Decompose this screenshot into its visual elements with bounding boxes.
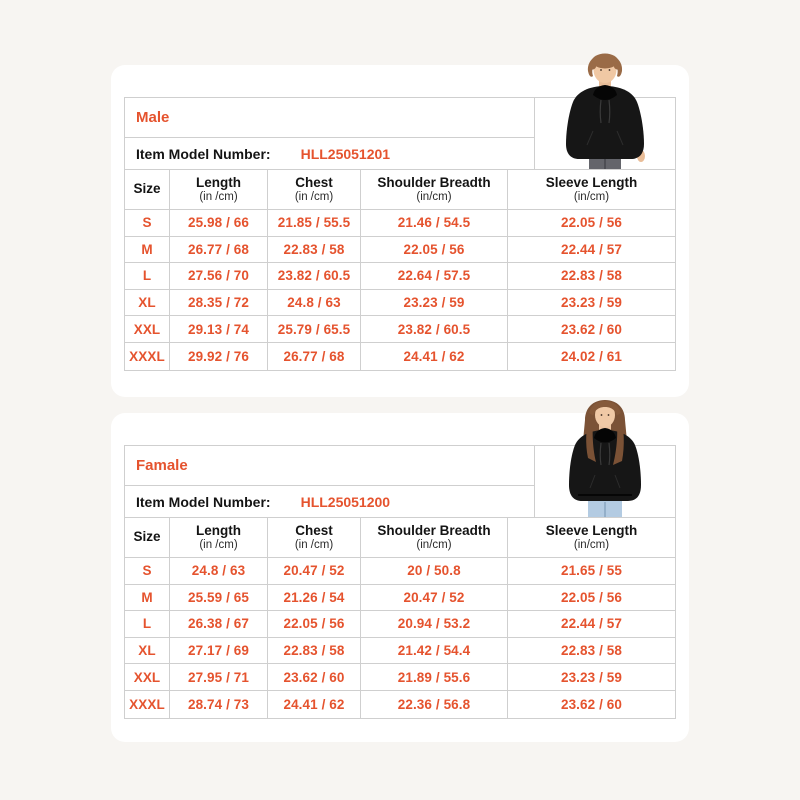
measurement-cell: 25.59 / 65 [170,585,268,612]
size-label-cell: XL [125,290,170,317]
column-header [125,170,170,210]
measurement-cell: 23.23 / 59 [508,290,675,317]
measurement-cell: 26.38 / 67 [170,611,268,638]
column-title: Shoulder Breadth [377,522,491,538]
gender-label: Male [125,98,535,138]
column-title: Chest [295,522,333,538]
measurement-cell: 22.44 / 57 [508,611,675,638]
measurement-cell: 21.42 / 54.4 [361,638,508,665]
measurement-cell: 22.36 / 56.8 [361,691,508,718]
column-header [361,518,508,558]
size-label-cell: XXXL [125,691,170,718]
column-header [268,170,361,210]
measurement-cell: 28.74 / 73 [170,691,268,718]
measurement-cell: 24.02 / 61 [560,348,623,364]
column-header [361,170,508,210]
column-unit: (in/cm) [573,190,610,203]
measurement-cell: 20 / 50.8 [361,558,508,585]
size-label-cell: L [125,611,170,638]
measurement-cell: 25.98 / 66 [170,210,268,237]
measurement-cell: 24.8 / 63 [170,558,268,585]
item-model-row [125,138,535,169]
measurement-cell: 20.47 / 52 [268,558,361,585]
measurement-cell: 22.83 / 58 [268,638,361,665]
measurement-cell: 21.89 / 55.6 [361,664,508,691]
measurement-cell: 22.05 / 56 [508,210,675,237]
female-card-header [125,446,675,518]
female-size-card [111,413,689,742]
measurement-cell: 27.56 / 70 [170,263,268,290]
male-size-card [111,65,689,397]
column-title: Size [133,529,161,545]
column-header [125,518,170,558]
column-header [268,518,361,558]
column-title: Chest [295,174,333,190]
measurement-cell: 23.62 / 60 [560,696,623,712]
item-model-number: HLL25051201 [300,145,391,162]
column-title: Length [196,174,241,190]
column-unit: (in/cm) [573,538,610,551]
gender-label: Famale [125,446,535,486]
measurement-cell: 21.46 / 54.5 [361,210,508,237]
column-header [508,518,675,558]
measurement-cell: 23.82 / 60.5 [268,263,361,290]
measurement-cell: 22.64 / 57.5 [361,263,508,290]
measurement-cell: 24.41 / 62 [268,691,361,718]
size-label-cell: S [125,558,170,585]
column-unit: (in /cm) [199,190,238,203]
measurement-cell: 21.85 / 55.5 [268,210,361,237]
measurement-cell: 23.82 / 60.5 [361,316,508,343]
size-label-cell: L [125,263,170,290]
female-table-frame [124,445,676,719]
measurement-cell: 29.13 / 74 [170,316,268,343]
measurement-cell: 24.41 / 62 [361,343,508,370]
size-label-cell: XL [125,638,170,665]
male-photo-cell [535,98,675,169]
measurement-cell: 22.05 / 56 [508,585,675,612]
size-label-cell: XXL [125,316,170,343]
male-size-table [125,170,675,370]
measurement-cell: 27.95 / 71 [170,664,268,691]
measurement-cell: 26.77 / 68 [170,237,268,264]
size-label-cell: XXL [125,664,170,691]
column-unit: (in/cm) [416,538,452,551]
item-model-number: HLL25051200 [300,493,391,510]
column-title: Sleeve Length [545,522,638,538]
column-title: Sleeve Length [545,174,638,190]
column-unit: (in /cm) [199,538,238,551]
size-label-cell: S [125,210,170,237]
measurement-cell: 22.83 / 58 [508,638,675,665]
item-model-label: Item Model Number: [136,145,271,162]
measurement-cell: 27.17 / 69 [170,638,268,665]
size-label-cell: M [125,585,170,612]
item-model-row [125,486,535,517]
column-header [170,518,268,558]
measurement-cell: 22.83 / 58 [268,237,361,264]
measurement-cell: 23.62 / 60 [268,664,361,691]
column-unit: (in /cm) [294,190,334,203]
column-header [170,170,268,210]
measurement-cell: 29.92 / 76 [170,343,268,370]
column-unit: (in /cm) [294,538,334,551]
measurement-cell: 20.47 / 52 [361,585,508,612]
measurement-cell: 23.23 / 59 [361,290,508,317]
measurement-cell: 22.83 / 58 [508,263,675,290]
column-title: Shoulder Breadth [377,174,491,190]
column-title: Length [196,522,241,538]
measurement-cell: 21.65 / 55 [508,558,675,585]
female-photo-cell [535,446,675,517]
male-card-header [125,98,675,170]
item-model-label: Item Model Number: [136,493,271,510]
size-label-cell: XXXL [125,343,170,370]
female-model-photo [552,398,658,517]
measurement-cell: 22.44 / 57 [508,237,675,264]
measurement-cell: 21.26 / 54 [268,585,361,612]
column-header [508,170,675,210]
measurement-cell: 26.77 / 68 [268,343,361,370]
measurement-cell: 24.8 / 63 [268,290,361,317]
column-title: Size [133,181,161,197]
column-unit: (in/cm) [416,190,452,203]
measurement-cell: 28.35 / 72 [170,290,268,317]
male-model-photo [553,53,657,169]
measurement-cell: 22.05 / 56 [361,237,508,264]
measurement-cell: 23.23 / 59 [508,664,675,691]
measurement-cell: 22.05 / 56 [268,611,361,638]
male-table-frame [124,97,676,371]
size-label-cell: M [125,237,170,264]
measurement-cell: 23.62 / 60 [508,316,675,343]
measurement-cell: 20.94 / 53.2 [361,611,508,638]
measurement-cell: 25.79 / 65.5 [268,316,361,343]
female-size-table [125,518,675,718]
